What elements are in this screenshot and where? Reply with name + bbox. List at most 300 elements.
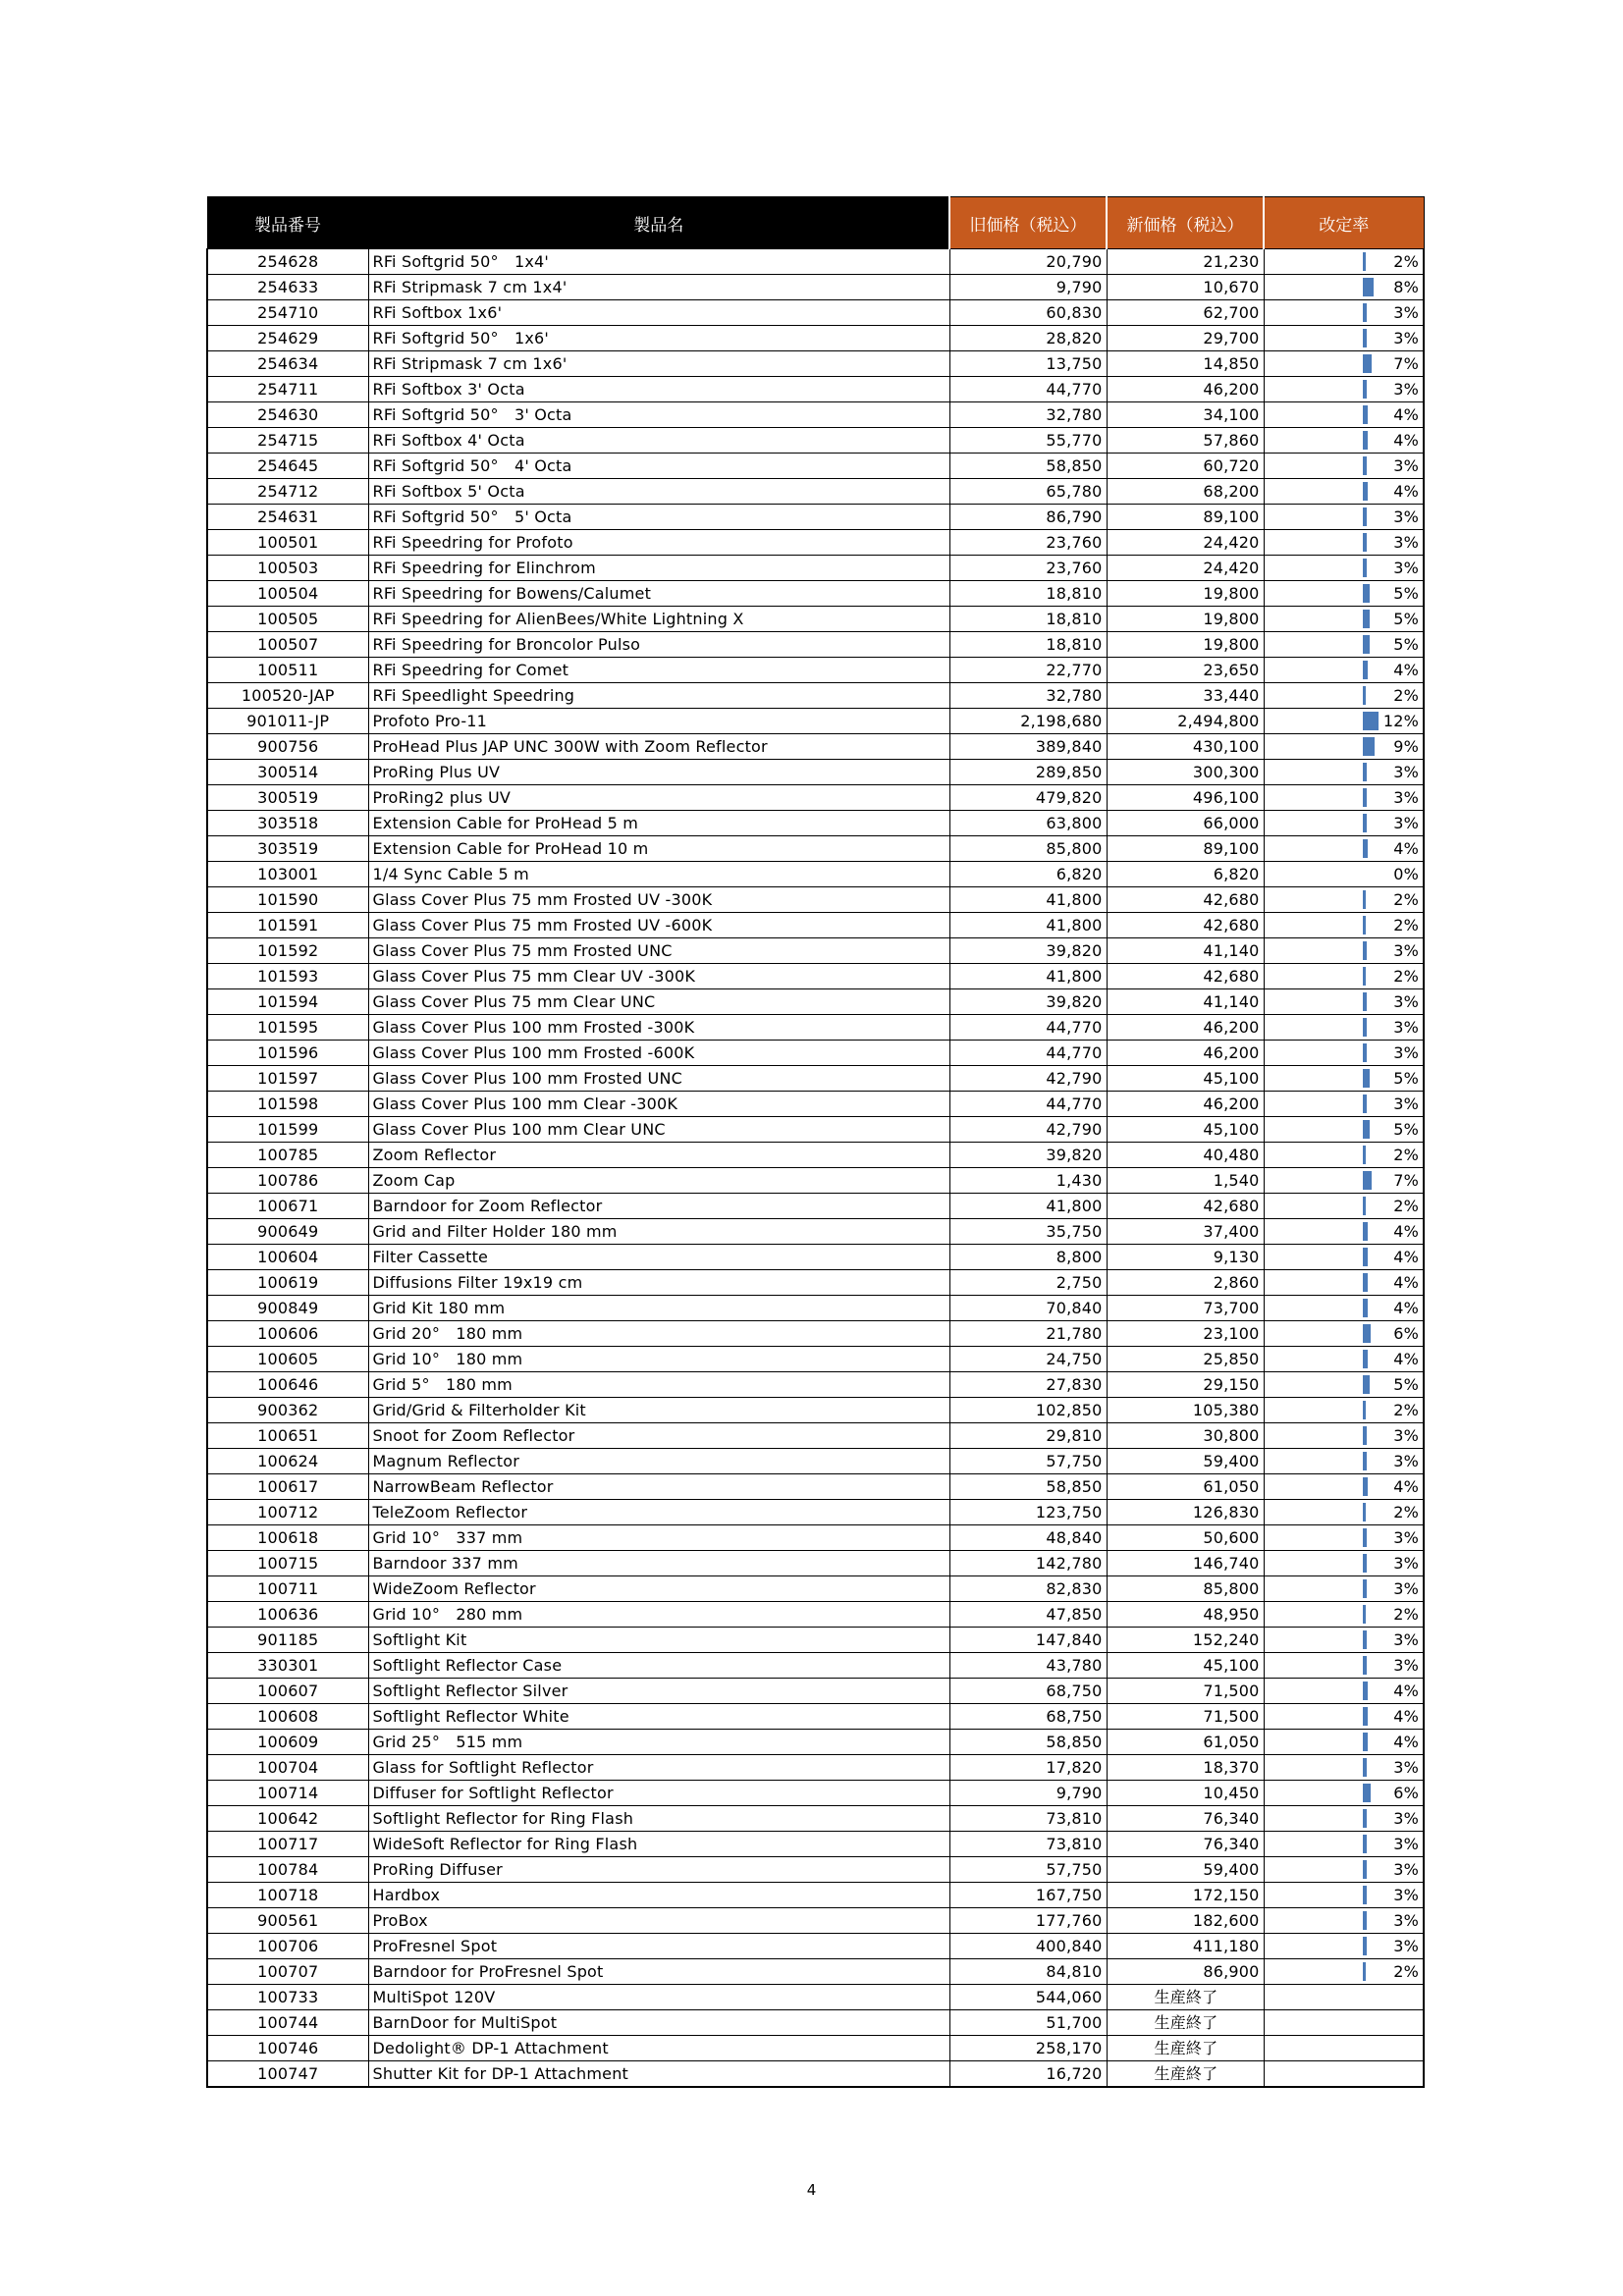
table-row: [207, 1347, 1424, 1372]
table-row: [207, 1628, 1424, 1653]
revision-rate-cell: [1264, 1551, 1424, 1576]
product-name-cell: Glass Cover Plus 75 mm Frosted UV -300K: [368, 887, 949, 913]
product-name-cell: RFi Softgrid 50° 1x6': [368, 326, 949, 351]
product-code-cell: 254645: [207, 454, 368, 479]
new-price-cell: 172,150: [1107, 1883, 1264, 1908]
product-code-cell: 101597: [207, 1066, 368, 1092]
product-code-cell: 254630: [207, 402, 368, 428]
product-name-cell: RFi Softbox 1x6': [368, 300, 949, 326]
product-name-cell: Dedolight® DP-1 Attachment: [368, 2036, 949, 2061]
rate-text: 4%: [1393, 1733, 1419, 1751]
rate-bar: [1363, 1630, 1367, 1649]
table-row: [207, 1270, 1424, 1296]
table-row: [207, 2036, 1424, 2061]
product-code-cell: 900649: [207, 1219, 368, 1245]
table-row: [207, 811, 1424, 836]
old-price-cell: 2,198,680: [949, 709, 1107, 734]
rate-bar: [1363, 788, 1367, 807]
old-price-cell: 44,770: [949, 377, 1107, 402]
new-price-cell: 41,140: [1107, 989, 1264, 1015]
rate-bar: [1363, 1018, 1367, 1037]
rate-bar: [1363, 380, 1367, 399]
revision-rate-cell: [1264, 300, 1424, 326]
rate-bar: [1363, 1273, 1368, 1292]
product-name-cell: Profoto Pro-11: [368, 709, 949, 734]
product-code-cell: 900561: [207, 1908, 368, 1934]
revision-rate-cell: [1264, 836, 1424, 862]
product-name-cell: Barndoor 337 mm: [368, 1551, 949, 1576]
rate-text: 4%: [1393, 839, 1419, 858]
revision-rate-cell: [1264, 505, 1424, 530]
new-price-cell: 152,240: [1107, 1628, 1264, 1653]
product-name-cell: Glass Cover Plus 100 mm Frosted -300K: [368, 1015, 949, 1041]
revision-rate-cell: [1264, 887, 1424, 913]
new-price-cell: 25,850: [1107, 1347, 1264, 1372]
rate-bar: [1363, 1477, 1368, 1496]
table-row: [207, 1372, 1424, 1398]
old-price-cell: 51,700: [949, 2010, 1107, 2036]
rate-text: 6%: [1393, 1324, 1419, 1343]
revision-rate-cell: [1264, 1883, 1424, 1908]
revision-rate-cell: [1264, 1628, 1424, 1653]
rate-bar: [1363, 1197, 1366, 1215]
product-name-cell: Grid 10° 337 mm: [368, 1525, 949, 1551]
product-name-cell: Hardbox: [368, 1883, 949, 1908]
rate-text: 3%: [1393, 1809, 1419, 1828]
product-name-cell: WideSoft Reflector for Ring Flash: [368, 1832, 949, 1857]
product-name-cell: RFi Softgrid 50° 1x4': [368, 249, 949, 275]
product-code-cell: 100607: [207, 1679, 368, 1704]
rate-text: 4%: [1393, 431, 1419, 450]
old-price-cell: 57,750: [949, 1857, 1107, 1883]
old-price-cell: 43,780: [949, 1653, 1107, 1679]
product-name-cell: RFi Speedring for AlienBees/White Lightning X: [368, 607, 949, 632]
rate-text: 3%: [1393, 763, 1419, 781]
rate-text: 2%: [1393, 1197, 1419, 1215]
table-row: [207, 428, 1424, 454]
old-price-cell: 544,060: [949, 1985, 1107, 2010]
rate-text: 3%: [1393, 533, 1419, 552]
rate-text: 2%: [1393, 890, 1419, 909]
old-price-cell: 18,810: [949, 607, 1107, 632]
rate-text: 5%: [1393, 1120, 1419, 1139]
table-row: [207, 607, 1424, 632]
rate-text: 3%: [1393, 1452, 1419, 1470]
rate-text: 8%: [1393, 278, 1419, 296]
product-name-cell: Grid/Grid & Filterholder Kit: [368, 1398, 949, 1423]
revision-rate-cell: [1264, 428, 1424, 454]
revision-rate-cell: [1264, 581, 1424, 607]
rate-text: 3%: [1393, 303, 1419, 322]
table-row: [207, 1143, 1424, 1168]
rate-bar: [1363, 1452, 1367, 1470]
new-price-cell: 40,480: [1107, 1143, 1264, 1168]
product-name-cell: Magnum Reflector: [368, 1449, 949, 1474]
table-row: [207, 479, 1424, 505]
new-price-cell: 34,100: [1107, 402, 1264, 428]
rate-text: 3%: [1393, 559, 1419, 577]
revision-rate-cell: [1264, 1245, 1424, 1270]
product-code-cell: 254712: [207, 479, 368, 505]
table-row: [207, 1194, 1424, 1219]
table-row: [207, 1934, 1424, 1959]
rate-text: 3%: [1393, 329, 1419, 347]
product-code-cell: 100747: [207, 2061, 368, 2088]
old-price-cell: 48,840: [949, 1525, 1107, 1551]
rate-text: 4%: [1393, 661, 1419, 679]
revision-rate-cell: [1264, 938, 1424, 964]
rate-bar: [1363, 1375, 1370, 1394]
product-code-cell: 100712: [207, 1500, 368, 1525]
old-price-cell: 58,850: [949, 1730, 1107, 1755]
product-code-cell: 100707: [207, 1959, 368, 1985]
old-price-cell: 32,780: [949, 683, 1107, 709]
new-price-cell: 1,540: [1107, 1168, 1264, 1194]
old-price-cell: 85,800: [949, 836, 1107, 862]
new-price-cell: 85,800: [1107, 1576, 1264, 1602]
revision-rate-cell: [1264, 249, 1424, 275]
table-row: [207, 581, 1424, 607]
new-price-cell: 2,494,800: [1107, 709, 1264, 734]
revision-rate-cell: [1264, 1653, 1424, 1679]
product-name-cell: Grid 5° 180 mm: [368, 1372, 949, 1398]
product-code-cell: 100671: [207, 1194, 368, 1219]
status-cell: 生産終了: [1107, 2036, 1264, 2061]
new-price-cell: 46,200: [1107, 1092, 1264, 1117]
rate-text: 4%: [1393, 405, 1419, 424]
rate-bar: [1363, 482, 1368, 501]
rate-bar: [1363, 1707, 1368, 1726]
revision-rate-cell: [1264, 377, 1424, 402]
revision-rate-cell: [1264, 1755, 1424, 1781]
product-code-cell: 100501: [207, 530, 368, 556]
product-name-cell: ProBox: [368, 1908, 949, 1934]
header-old-price: 旧価格（税込）: [949, 197, 1107, 249]
product-name-cell: RFi Stripmask 7 cm 1x4': [368, 275, 949, 300]
new-price-cell: 10,670: [1107, 275, 1264, 300]
rate-bar: [1363, 405, 1368, 424]
product-name-cell: Glass Cover Plus 75 mm Clear UV -300K: [368, 964, 949, 989]
revision-rate-cell: [1264, 1781, 1424, 1806]
new-price-cell: 45,100: [1107, 1653, 1264, 1679]
status-cell: 生産終了: [1107, 2061, 1264, 2088]
product-code-cell: 100606: [207, 1321, 368, 1347]
revision-rate-cell: [1264, 1704, 1424, 1730]
product-name-cell: Grid 10° 280 mm: [368, 1602, 949, 1628]
old-price-cell: 41,800: [949, 1194, 1107, 1219]
rate-text: 4%: [1393, 1682, 1419, 1700]
product-name-cell: Glass Cover Plus 75 mm Clear UNC: [368, 989, 949, 1015]
revision-rate-cell: [1264, 1270, 1424, 1296]
product-code-cell: 100608: [207, 1704, 368, 1730]
product-code-cell: 101594: [207, 989, 368, 1015]
revision-rate-cell: [1264, 1015, 1424, 1041]
table-row: [207, 683, 1424, 709]
product-code-cell: 900756: [207, 734, 368, 760]
rate-bar: [1363, 533, 1367, 552]
table-row: [207, 836, 1424, 862]
table-row: [207, 377, 1424, 402]
new-price-cell: 42,680: [1107, 913, 1264, 938]
header-revision-rate: 改定率: [1264, 197, 1424, 249]
revision-rate-cell: [1264, 1500, 1424, 1525]
table-row: [207, 887, 1424, 913]
revision-rate-cell: [1264, 1321, 1424, 1347]
old-price-cell: 20,790: [949, 249, 1107, 275]
rate-bar: [1363, 763, 1367, 781]
product-name-cell: Glass Cover Plus 100 mm Clear UNC: [368, 1117, 949, 1143]
old-price-cell: 68,750: [949, 1704, 1107, 1730]
product-code-cell: 100511: [207, 658, 368, 683]
revision-rate-cell: [1264, 1041, 1424, 1066]
old-price-cell: 55,770: [949, 428, 1107, 454]
new-price-cell: 76,340: [1107, 1832, 1264, 1857]
revision-rate-cell: [1264, 351, 1424, 377]
revision-rate-cell: [1264, 1985, 1424, 2010]
table-row: [207, 1398, 1424, 1423]
product-code-cell: 100704: [207, 1755, 368, 1781]
table-row: [207, 913, 1424, 938]
product-code-cell: 101592: [207, 938, 368, 964]
old-price-cell: 84,810: [949, 1959, 1107, 1985]
product-name-cell: Grid 25° 515 mm: [368, 1730, 949, 1755]
rate-text: 3%: [1393, 1528, 1419, 1547]
table-row: [207, 1296, 1424, 1321]
product-code-cell: 254628: [207, 249, 368, 275]
new-price-cell: 57,860: [1107, 428, 1264, 454]
rate-text: 3%: [1393, 1911, 1419, 1930]
revision-rate-cell: [1264, 1168, 1424, 1194]
status-cell: 生産終了: [1107, 1985, 1264, 2010]
table-row: [207, 964, 1424, 989]
rate-text: 2%: [1393, 252, 1419, 271]
table-row: [207, 785, 1424, 811]
revision-rate-cell: [1264, 1602, 1424, 1628]
old-price-cell: 102,850: [949, 1398, 1107, 1423]
rate-bar: [1363, 354, 1372, 373]
product-code-cell: 100718: [207, 1883, 368, 1908]
product-code-cell: 100715: [207, 1551, 368, 1576]
rate-text: 4%: [1393, 1273, 1419, 1292]
rate-bar: [1363, 1784, 1371, 1802]
revision-rate-cell: [1264, 785, 1424, 811]
old-price-cell: 24,750: [949, 1347, 1107, 1372]
product-code-cell: 101598: [207, 1092, 368, 1117]
product-name-cell: Diffuser for Softlight Reflector: [368, 1781, 949, 1806]
new-price-cell: 48,950: [1107, 1602, 1264, 1628]
old-price-cell: 70,840: [949, 1296, 1107, 1321]
new-price-cell: 430,100: [1107, 734, 1264, 760]
rate-text: 3%: [1393, 507, 1419, 526]
revision-rate-cell: [1264, 326, 1424, 351]
table-row: [207, 1168, 1424, 1194]
table-row: [207, 530, 1424, 556]
old-price-cell: 86,790: [949, 505, 1107, 530]
new-price-cell: 24,420: [1107, 556, 1264, 581]
product-code-cell: 100617: [207, 1474, 368, 1500]
product-name-cell: Glass Cover Plus 100 mm Clear -300K: [368, 1092, 949, 1117]
product-name-cell: Softlight Reflector Silver: [368, 1679, 949, 1704]
rate-text: 5%: [1393, 610, 1419, 628]
new-price-cell: 89,100: [1107, 505, 1264, 530]
old-price-cell: 82,830: [949, 1576, 1107, 1602]
rate-text: 3%: [1393, 814, 1419, 832]
table-row: [207, 2010, 1424, 2036]
rate-bar: [1363, 1911, 1367, 1930]
new-price-cell: 46,200: [1107, 1015, 1264, 1041]
rate-bar: [1363, 1503, 1366, 1522]
product-code-cell: 330301: [207, 1653, 368, 1679]
product-code-cell: 100642: [207, 1806, 368, 1832]
table-row: [207, 1525, 1424, 1551]
product-name-cell: 1/4 Sync Cable 5 m: [368, 862, 949, 887]
table-row: [207, 1092, 1424, 1117]
product-code-cell: 254629: [207, 326, 368, 351]
new-price-cell: 182,600: [1107, 1908, 1264, 1934]
new-price-cell: 23,100: [1107, 1321, 1264, 1347]
rate-bar: [1363, 1146, 1366, 1164]
table-row: [207, 1245, 1424, 1270]
table-row: [207, 1041, 1424, 1066]
old-price-cell: 21,780: [949, 1321, 1107, 1347]
rate-bar: [1363, 1809, 1367, 1828]
product-code-cell: 100605: [207, 1347, 368, 1372]
rate-bar: [1363, 1324, 1371, 1343]
rate-text: 3%: [1393, 1043, 1419, 1062]
table-row: [207, 1449, 1424, 1474]
product-name-cell: RFi Softgrid 50° 3' Octa: [368, 402, 949, 428]
revision-rate-cell: [1264, 1296, 1424, 1321]
product-name-cell: WideZoom Reflector: [368, 1576, 949, 1602]
table-row: [207, 1653, 1424, 1679]
table-row: [207, 1755, 1424, 1781]
rate-bar: [1363, 303, 1367, 322]
rate-bar: [1363, 1656, 1367, 1675]
rate-text: 2%: [1393, 1962, 1419, 1981]
table-row: [207, 505, 1424, 530]
rate-bar: [1363, 252, 1366, 271]
rate-text: 2%: [1393, 916, 1419, 934]
product-name-cell: RFi Stripmask 7 cm 1x6': [368, 351, 949, 377]
revision-rate-cell: [1264, 632, 1424, 658]
table-row: [207, 556, 1424, 581]
revision-rate-cell: [1264, 1194, 1424, 1219]
product-name-cell: RFi Softbox 4' Octa: [368, 428, 949, 454]
rate-bar: [1363, 661, 1368, 679]
table-row: [207, 1500, 1424, 1525]
rate-bar: [1363, 916, 1366, 934]
old-price-cell: 44,770: [949, 1041, 1107, 1066]
table-row: [207, 1908, 1424, 1934]
revision-rate-cell: [1264, 1679, 1424, 1704]
rate-text: 3%: [1393, 380, 1419, 399]
product-code-cell: 101590: [207, 887, 368, 913]
rate-text: 4%: [1393, 1248, 1419, 1266]
rate-text: 5%: [1393, 1069, 1419, 1088]
table-row: [207, 249, 1424, 275]
old-price-cell: 35,750: [949, 1219, 1107, 1245]
product-code-cell: 300519: [207, 785, 368, 811]
product-code-cell: 101596: [207, 1041, 368, 1066]
old-price-cell: 9,790: [949, 275, 1107, 300]
revision-rate-cell: [1264, 658, 1424, 683]
table-row: [207, 402, 1424, 428]
old-price-cell: 9,790: [949, 1781, 1107, 1806]
table-row: [207, 632, 1424, 658]
rate-text: 3%: [1393, 1886, 1419, 1904]
old-price-cell: 2,750: [949, 1270, 1107, 1296]
rate-text: 4%: [1393, 1299, 1419, 1317]
rate-text: 3%: [1393, 1656, 1419, 1675]
revision-rate-cell: [1264, 530, 1424, 556]
product-name-cell: Zoom Cap: [368, 1168, 949, 1194]
product-name-cell: ProHead Plus JAP UNC 300W with Zoom Reflector: [368, 734, 949, 760]
table-row: [207, 1066, 1424, 1092]
revision-rate-cell: [1264, 964, 1424, 989]
old-price-cell: 73,810: [949, 1806, 1107, 1832]
rate-text: 4%: [1393, 1707, 1419, 1726]
table-header-row: [207, 197, 1424, 249]
old-price-cell: 1,430: [949, 1168, 1107, 1194]
header-product-code: 製品番号: [207, 197, 368, 249]
product-name-cell: RFi Speedring for Comet: [368, 658, 949, 683]
old-price-cell: 73,810: [949, 1832, 1107, 1857]
revision-rate-cell: [1264, 1934, 1424, 1959]
revision-rate-cell: [1264, 1730, 1424, 1755]
table-row: [207, 862, 1424, 887]
product-code-cell: 100624: [207, 1449, 368, 1474]
price-revision-table: [206, 196, 1425, 2088]
header-product-name: 製品名: [368, 197, 949, 249]
product-name-cell: Extension Cable for ProHead 5 m: [368, 811, 949, 836]
new-price-cell: 89,100: [1107, 836, 1264, 862]
new-price-cell: 60,720: [1107, 454, 1264, 479]
revision-rate-cell: [1264, 1908, 1424, 1934]
revision-rate-cell: [1264, 1398, 1424, 1423]
rate-text: 3%: [1393, 788, 1419, 807]
rate-bar: [1363, 431, 1368, 450]
new-price-cell: 59,400: [1107, 1449, 1264, 1474]
table-row: [207, 1117, 1424, 1143]
table-row: [207, 454, 1424, 479]
new-price-cell: 71,500: [1107, 1679, 1264, 1704]
table-row: [207, 1781, 1424, 1806]
rate-text: 3%: [1393, 1095, 1419, 1113]
product-code-cell: 100786: [207, 1168, 368, 1194]
new-price-cell: 126,830: [1107, 1500, 1264, 1525]
old-price-cell: 289,850: [949, 760, 1107, 785]
rate-text: 3%: [1393, 456, 1419, 475]
rate-text: 2%: [1393, 967, 1419, 986]
rate-text: 9%: [1393, 737, 1419, 756]
table-row: [207, 1474, 1424, 1500]
rate-bar: [1363, 1171, 1372, 1190]
product-name-cell: ProRing Plus UV: [368, 760, 949, 785]
revision-rate-cell: [1264, 2061, 1424, 2088]
rate-text: 0%: [1393, 865, 1419, 883]
product-name-cell: ProRing2 plus UV: [368, 785, 949, 811]
old-price-cell: 39,820: [949, 1143, 1107, 1168]
revision-rate-cell: [1264, 556, 1424, 581]
new-price-cell: 496,100: [1107, 785, 1264, 811]
new-price-cell: 73,700: [1107, 1296, 1264, 1321]
new-price-cell: 19,800: [1107, 632, 1264, 658]
new-price-cell: 14,850: [1107, 351, 1264, 377]
product-name-cell: BarnDoor for MultiSpot: [368, 2010, 949, 2036]
revision-rate-cell: [1264, 913, 1424, 938]
old-price-cell: 44,770: [949, 1015, 1107, 1041]
product-name-cell: Glass for Softlight Reflector: [368, 1755, 949, 1781]
